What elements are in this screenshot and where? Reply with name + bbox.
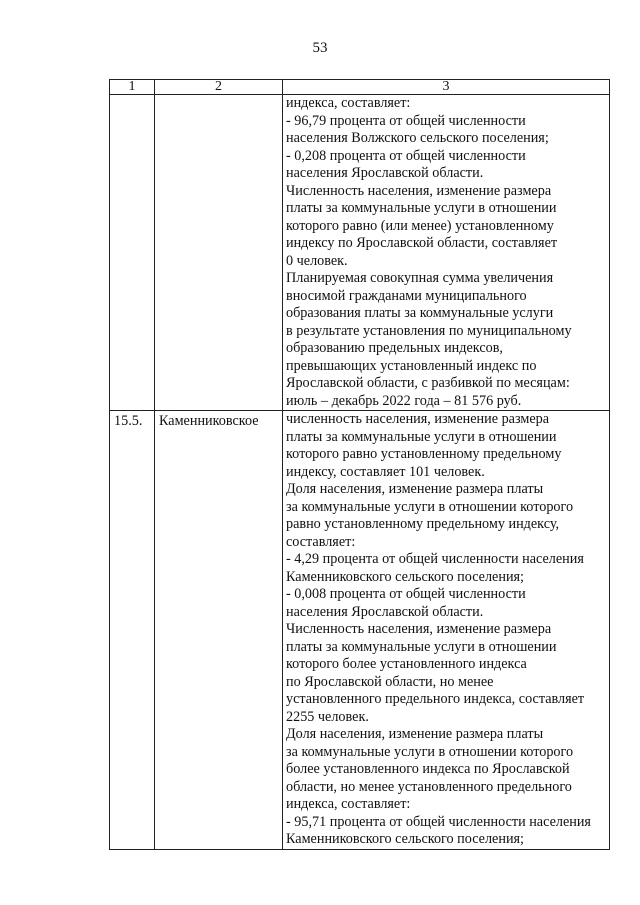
text-line: Доля населения, изменение размера платы (286, 481, 544, 497)
text-line: индекса, составляет: (286, 95, 411, 111)
header-cell-2: 2 (155, 80, 283, 95)
text-line: Доля населения, изменение размера платы (286, 726, 544, 742)
page-number: 53 (312, 40, 328, 56)
text-line: - 0,008 процента от общей численности (286, 586, 526, 602)
text-line: в результате установления по муниципальному (286, 322, 572, 339)
text-line: населения Ярославской области. (286, 603, 484, 620)
header-cell-3: 3 (283, 80, 610, 95)
row-number-cell: 15.5. (110, 411, 155, 850)
settlement-name-cell (155, 95, 283, 411)
header-cell-1: 1 (110, 80, 155, 95)
text-line: за коммунальные услуги в отношении которого (286, 743, 574, 760)
text-line: Планируемая совокупная сумма увеличения (286, 270, 554, 286)
text-line: которого более установленного индекса (286, 656, 527, 672)
text-line: вносимой гражданами муниципального (286, 287, 527, 304)
document-table (109, 79, 610, 850)
text-line: которого равно установленному предельному (286, 446, 562, 462)
table-row (110, 411, 610, 850)
text-line: - 0,208 процента от общей численности (286, 147, 526, 164)
text-line: индекса, составляет: (286, 796, 411, 812)
table-header-row (110, 80, 610, 95)
text-line: населения Волжского сельского поселения; (286, 130, 549, 146)
text-line: равно установленному предельному индексу, (286, 516, 560, 532)
text-line: более установленного индекса по Ярославской (286, 761, 570, 777)
row-number-cell (110, 95, 155, 411)
description-cell (283, 411, 610, 850)
text-line: Каменниковского сельского поселения; (286, 831, 524, 847)
text-line: установленного предельного индекса, составляет (286, 691, 585, 707)
text-line: 2255 человек. (286, 708, 369, 725)
text-line: Численность населения, изменение размера (286, 182, 552, 199)
text-line: по Ярославской области, но менее (286, 673, 494, 690)
text-line: - 96,79 процента от общей численности (286, 112, 526, 129)
text-line: 0 человек. (286, 252, 348, 269)
text-line: платы за коммунальные услуги в отношении (286, 428, 557, 445)
text-line: - 4,29 процента от общей численности населения (286, 551, 584, 567)
text-line: образованию предельных индексов, (286, 340, 503, 356)
text-line: превышающих установленный индекс по (286, 357, 537, 374)
text-line: которого равно (или менее) установленному (286, 217, 554, 234)
text-line: Ярославской области, с разбивкой по месяцам: (286, 375, 570, 391)
text-line: июль – декабрь 2022 года – 81 576 руб. (286, 392, 522, 409)
text-line: Численность населения, изменение размера (286, 621, 552, 637)
text-line: за коммунальные услуги в отношении которого (286, 498, 574, 515)
table-row (110, 95, 610, 411)
text-line: численность населения, изменение размера (286, 411, 550, 427)
text-line: индексу, составляет 101 человек. (286, 463, 485, 480)
text-line: индексу по Ярославской области, составляет (286, 235, 558, 251)
text-line: платы за коммунальные услуги в отношении (286, 200, 557, 216)
settlement-name-cell: Каменниковское (155, 411, 283, 850)
text-line: области, но менее установленного предельного (286, 778, 572, 795)
text-line: платы за коммунальные услуги в отношении (286, 638, 557, 655)
text-line: образования платы за коммунальные услуги (286, 305, 554, 321)
text-line: составляет: (286, 533, 356, 550)
text-line: - 95,71 процента от общей численности населения (286, 813, 591, 830)
text-line: населения Ярославской области. (286, 165, 484, 181)
description-cell (283, 95, 610, 411)
text-line: Каменниковского сельского поселения; (286, 568, 524, 585)
